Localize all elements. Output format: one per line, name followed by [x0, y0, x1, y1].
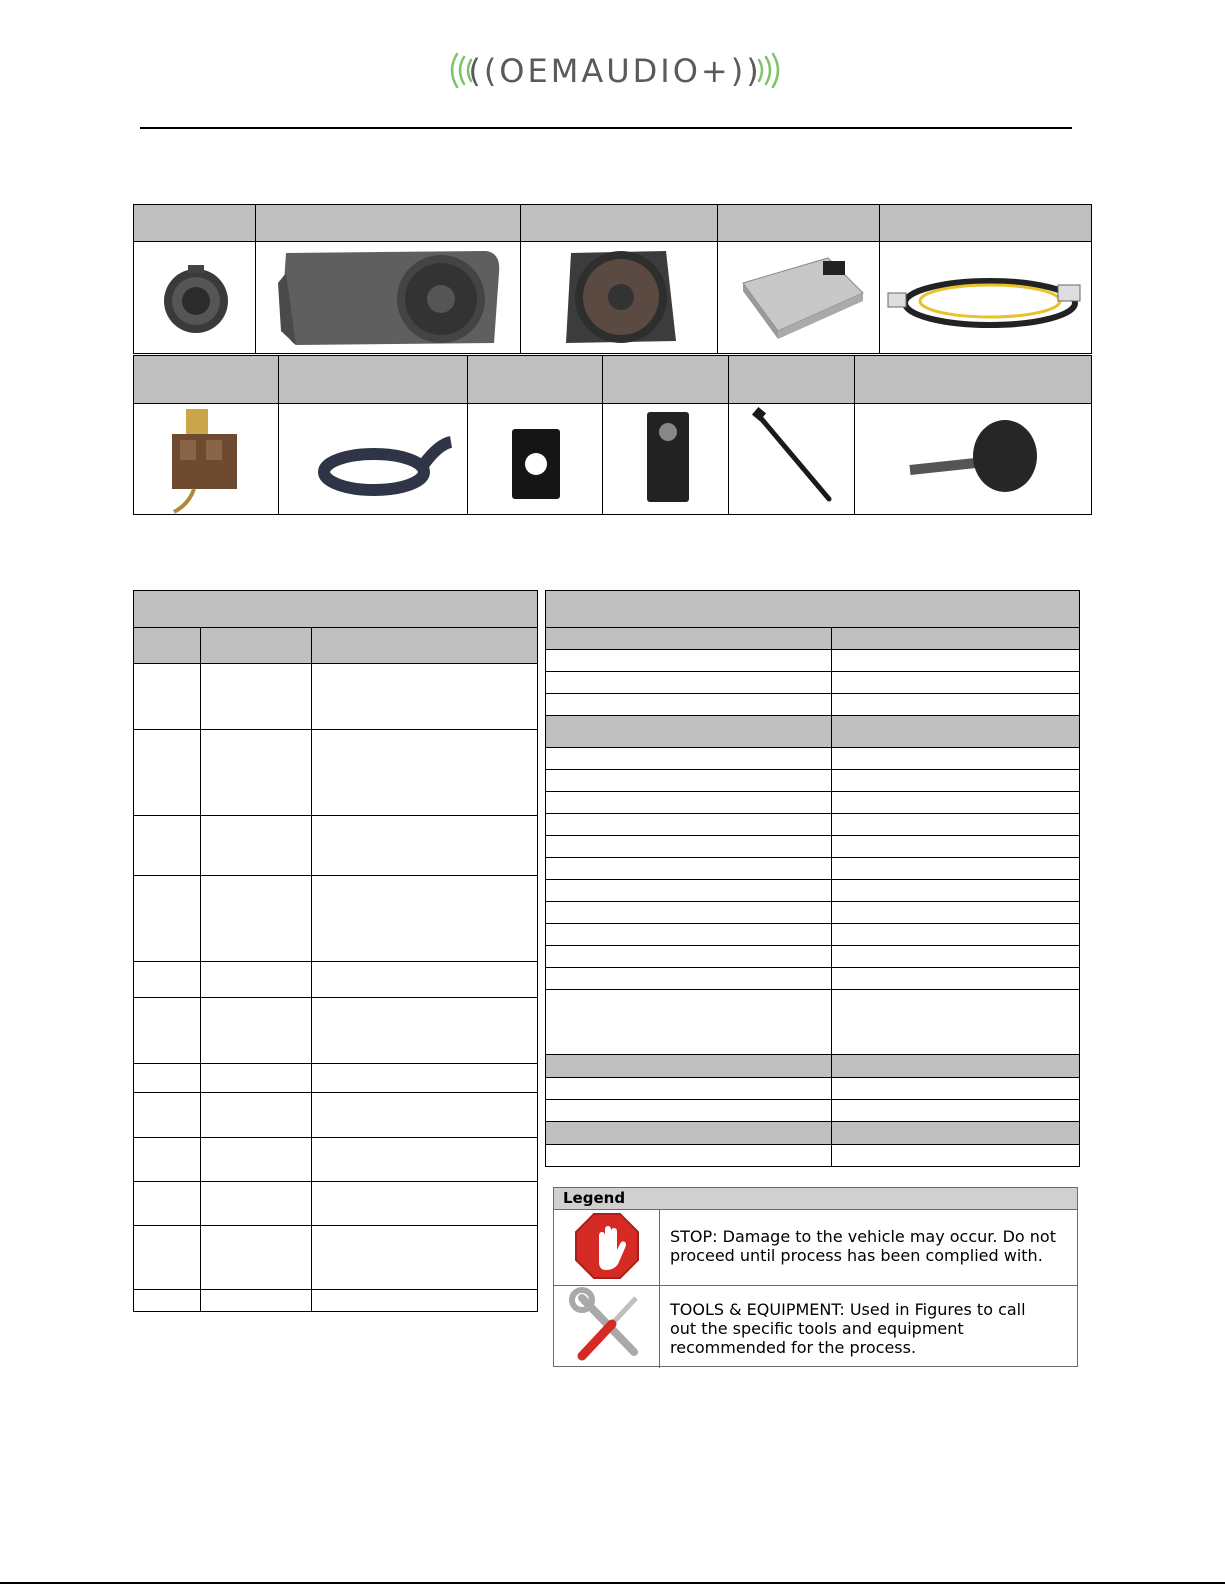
left-table	[133, 590, 538, 1312]
table-cell	[546, 836, 832, 858]
bolt-image	[729, 404, 853, 514]
table-cell	[134, 1226, 201, 1290]
legend-line: proceed until process has been complied with.	[670, 1246, 1043, 1265]
table-cell	[832, 770, 1080, 792]
table-cell	[832, 946, 1080, 968]
table-cell	[312, 816, 538, 876]
part-header-cell	[134, 205, 256, 242]
table-cell	[134, 1290, 201, 1312]
legend-header	[554, 1188, 1077, 1210]
table-cell	[832, 748, 1080, 770]
legend-text-tools	[670, 1300, 1070, 1357]
table-cell	[201, 816, 312, 876]
part-image-cell	[855, 404, 1092, 515]
table-cell	[201, 962, 312, 998]
tweeter-image	[134, 243, 254, 353]
table-cell	[201, 1064, 312, 1093]
table-cell	[312, 1226, 538, 1290]
stop-hand-icon	[554, 1210, 660, 1286]
table-cell	[832, 858, 1080, 880]
table-cell	[546, 946, 832, 968]
table-cell	[546, 924, 832, 946]
table-header-cell	[546, 1122, 832, 1145]
wiring-harness-image	[880, 243, 1090, 353]
legend-row-stop	[554, 1210, 1077, 1286]
part-image-cell	[279, 404, 468, 515]
table-cell	[832, 650, 1080, 672]
footer-rule	[0, 1582, 1225, 1584]
table-cell	[546, 880, 832, 902]
table-cell	[201, 998, 312, 1064]
table-cell	[201, 730, 312, 816]
table-cell	[312, 1182, 538, 1226]
table-cell	[546, 990, 832, 1055]
table-cell	[312, 664, 538, 730]
parts-table-row2	[133, 355, 1092, 515]
table-cell	[546, 858, 832, 880]
right-table	[545, 590, 1080, 1167]
wing-bolt-image	[855, 404, 1090, 514]
part-image-cell	[256, 242, 521, 354]
part-image-cell	[603, 404, 729, 515]
table-cell	[312, 1290, 538, 1312]
part-header-cell	[256, 205, 521, 242]
legend-line: out the specific tools and equipment	[670, 1319, 964, 1338]
table-cell	[832, 792, 1080, 814]
table-cell	[546, 650, 832, 672]
legend-icon-cell	[554, 1210, 660, 1285]
legend-row-tools	[554, 1286, 1077, 1368]
table-cell	[134, 664, 201, 730]
table-cell	[201, 664, 312, 730]
table-cell	[832, 924, 1080, 946]
legend-text-stop	[670, 1227, 1070, 1265]
table-cell	[832, 836, 1080, 858]
table-cell	[546, 694, 832, 716]
part-image-cell	[718, 242, 880, 354]
table-cell	[312, 1138, 538, 1182]
table-header-cell	[832, 1122, 1080, 1145]
table-header-cell	[546, 1055, 832, 1078]
clip-nut-image	[468, 404, 601, 514]
table-cell	[134, 876, 201, 962]
part-header-cell	[718, 205, 880, 242]
door-speaker-image	[521, 243, 716, 353]
table-cell	[832, 1078, 1080, 1100]
table-cell	[546, 748, 832, 770]
legend-line: TOOLS & EQUIPMENT: Used in Figures to call	[670, 1300, 1026, 1319]
part-header-cell	[134, 356, 279, 404]
legend-box	[553, 1187, 1078, 1367]
table-cell	[201, 876, 312, 962]
table-header-cell	[546, 628, 832, 650]
table-cell	[832, 1145, 1080, 1167]
part-image-cell	[134, 242, 256, 354]
table-cell	[546, 968, 832, 990]
table-cell	[546, 1145, 832, 1167]
table-cell	[546, 770, 832, 792]
part-header-cell	[729, 356, 855, 404]
table-header-cell	[134, 628, 201, 664]
legend-line: recommended for the process.	[670, 1338, 917, 1357]
subwoofer-enclosure-image	[256, 243, 519, 353]
table-header-cell	[312, 628, 538, 664]
table-cell	[312, 1093, 538, 1138]
left-table-title-cell	[134, 591, 538, 628]
table-cell	[201, 1093, 312, 1138]
table-header-cell	[832, 1055, 1080, 1078]
table-header-cell	[832, 716, 1080, 748]
table-cell	[546, 1100, 832, 1122]
table-cell	[134, 998, 201, 1064]
part-image-cell	[134, 404, 279, 515]
table-cell	[546, 814, 832, 836]
svg-text:((OEMAUDIO+)): ((OEMAUDIO+))	[468, 52, 762, 90]
table-cell	[312, 998, 538, 1064]
table-cell	[832, 814, 1080, 836]
table-cell	[832, 990, 1080, 1055]
table-cell	[134, 1138, 201, 1182]
table-cell	[312, 730, 538, 816]
table-cell	[312, 962, 538, 998]
table-cell	[134, 730, 201, 816]
table-cell	[312, 876, 538, 962]
part-image-cell	[468, 404, 603, 515]
tools-icon	[554, 1286, 660, 1368]
table-cell	[312, 1064, 538, 1093]
legend-title: Legend	[563, 1189, 626, 1207]
oem-audio-logo	[445, 48, 785, 93]
table-cell	[201, 1290, 312, 1312]
table-cell	[201, 1182, 312, 1226]
part-image-cell	[880, 242, 1092, 354]
table-cell	[134, 1182, 201, 1226]
table-cell	[134, 816, 201, 876]
right-table-title-cell	[546, 591, 1080, 628]
legend-icon-cell	[554, 1286, 660, 1368]
part-image-cell	[729, 404, 855, 515]
part-header-cell	[603, 356, 729, 404]
table-cell	[134, 1093, 201, 1138]
table-header-cell	[201, 628, 312, 664]
part-header-cell	[468, 356, 603, 404]
table-cell	[546, 792, 832, 814]
loom-tubing-image	[279, 404, 466, 514]
table-cell	[134, 962, 201, 998]
table-cell	[832, 968, 1080, 990]
table-cell	[546, 902, 832, 924]
table-cell	[201, 1138, 312, 1182]
table-cell	[832, 880, 1080, 902]
parts-table-row1	[133, 204, 1092, 354]
legend-line: STOP: Damage to the vehicle may occur. Do not	[670, 1227, 1056, 1246]
part-header-cell	[855, 356, 1092, 404]
header-rule	[140, 127, 1072, 129]
table-cell	[832, 902, 1080, 924]
table-cell	[201, 1226, 312, 1290]
connector-image	[134, 404, 277, 514]
table-cell	[832, 1100, 1080, 1122]
table-cell	[832, 672, 1080, 694]
part-header-cell	[279, 356, 468, 404]
table-header-cell	[546, 716, 832, 748]
table-cell	[832, 694, 1080, 716]
u-nut-image	[603, 404, 727, 514]
part-image-cell	[521, 242, 718, 354]
table-cell	[546, 1078, 832, 1100]
table-cell	[546, 672, 832, 694]
amplifier-image	[718, 243, 878, 353]
part-header-cell	[521, 205, 718, 242]
table-cell	[134, 1064, 201, 1093]
table-header-cell	[832, 628, 1080, 650]
part-header-cell	[880, 205, 1092, 242]
